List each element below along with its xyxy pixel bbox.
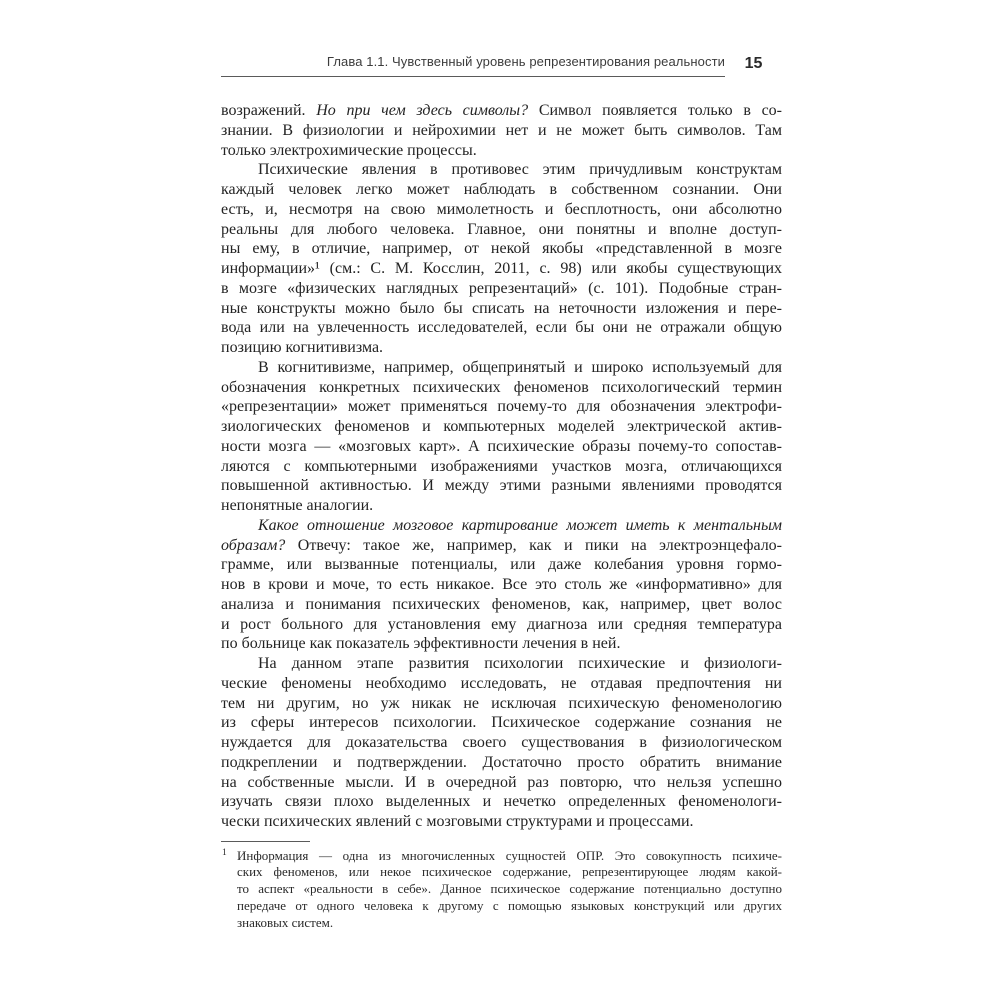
text-line: В когнитивизме, например, общепринятый и широко используемый для [258, 358, 782, 376]
text-line: ляются с компьютерными изображениями участков мозга, отличающихся [221, 457, 782, 475]
text-line: ны ему, в отличие, например, от некой якобы «представленной в мозге [221, 240, 782, 258]
text-line: знаковых систем. [237, 914, 334, 930]
text-line: из сферы интересов психологии. Психическое содержание сознания не [221, 714, 782, 732]
text-line: нов в крови и моче, то есть никакое. Все это столь же «информативно» для [221, 576, 782, 593]
footnote-text [237, 848, 782, 931]
paragraph [221, 516, 782, 654]
footnote [221, 848, 782, 931]
running-header [221, 53, 782, 77]
text-line: образам? Отвечу: такое же, например, как и пики на электроэнцефало- [221, 536, 782, 554]
text-line: тем ни другим, но уж никак не исключая психическую феноменологию [221, 694, 782, 712]
text-line: ческие феномены необходимо исследовать, не отдавая предпочтения ни [221, 674, 782, 692]
text-line: чески психических явлений с мозговыми структурами и процессами. [221, 813, 694, 830]
text-line: нуждается для доказательства своего существования в физиологическом [221, 734, 782, 751]
text-line: На данном этапе развития психологии психические и физиологи- [258, 655, 782, 672]
text-line: Информация — одна из многочисленных сущностей ОПР. Это совокупность психиче- [237, 847, 782, 863]
text-line: Психические явления в противовес этим причудливым конструктам [258, 161, 782, 179]
text-line: то аспект «реальности в себе». Данное психическое содержание потенциально доступно [237, 881, 782, 897]
footnote-divider [221, 841, 310, 842]
text-line: зиологических феноменов и компьютерных моделей электрической актив- [221, 418, 782, 435]
text-line: Какое отношение мозговое картирование может иметь к ментальным [258, 516, 782, 534]
paragraph [221, 101, 782, 160]
text-line: грамме, или вызванные потенциалы, или даже колебания уровня гормо- [221, 556, 782, 574]
text-line: повышенной активностью. И между этими разными явлениями проводятся [221, 477, 782, 495]
paragraph [221, 358, 782, 516]
text-line: на собственные мысли. И в очередной раз повторю, что нельзя успешно [221, 773, 782, 791]
text-line: непонятные аналогии. [221, 497, 374, 514]
text-line: передаче от одного человека к другому с помощью языковых конструкций или других [237, 897, 782, 913]
page-number: 15 [744, 55, 763, 72]
text-line: каждый человек легко может наблюдать в собственном сознании. Они [221, 181, 782, 198]
text-line: подкреплении и подтверждении. Достаточно просто обратить внимание [221, 753, 782, 771]
text-line: ности мозга — «мозговых карт». А психические образы почему-то сопостав- [221, 437, 782, 455]
text-line: и рост больного для установления ему диагноза или средняя температура [221, 615, 782, 633]
text-line: есть, и, несмотря на свою мимолетность и бесплотность, они абсолютно [221, 200, 782, 218]
text-line: анализа и понимания психических феноменов, как, например, цвет волос [221, 595, 782, 613]
body-text [221, 101, 782, 832]
chapter-title: Глава 1.1. Чувственный уровень репрезентирования реальности [326, 54, 725, 69]
text-block [221, 53, 782, 931]
text-line: в мозге «физических наглядных репрезентаций» (с. 101). Подобные стран- [221, 279, 782, 297]
text-line: реальны для любого человека. Главное, они понятны и вполне доступ- [221, 220, 782, 238]
header-rule [221, 53, 725, 77]
text-line: вода или на увлеченность исследователей, если бы они не отражали общую [221, 319, 782, 337]
text-line: ских феноменов, или некое психическое содержание, репрезентирующее людям какой- [237, 864, 782, 880]
paragraph [221, 654, 782, 832]
text-line: позицию когнитивизма. [221, 339, 384, 356]
text-line: «репрезентации» может применяться почему-то для обозначения электрофи- [221, 398, 782, 416]
text-line: возражений. Но при чем здесь символы? Символ появляется только в со- [221, 102, 783, 119]
paragraph [221, 160, 782, 358]
footnote-marker: 1 [222, 847, 227, 858]
text-line: изучать связи плохо выделенных и нечетко определенных феноменологи- [221, 793, 782, 811]
text-line: по больнице как показатель эффективности лечения в ней. [221, 635, 621, 653]
text-line: информации»¹ (см.: С. М. Косслин, 2011, с. 98) или якобы существующих [221, 260, 782, 277]
text-line: ные конструкты можно было бы списать на неточности изложения и пере- [221, 299, 782, 317]
text-line: знании. В физиологии и нейрохимии нет и не может быть символов. Там [221, 121, 782, 139]
text-line: обозначения конкретных психических феноменов психологический термин [221, 378, 782, 396]
text-line: только электрохимические процессы. [221, 141, 477, 159]
